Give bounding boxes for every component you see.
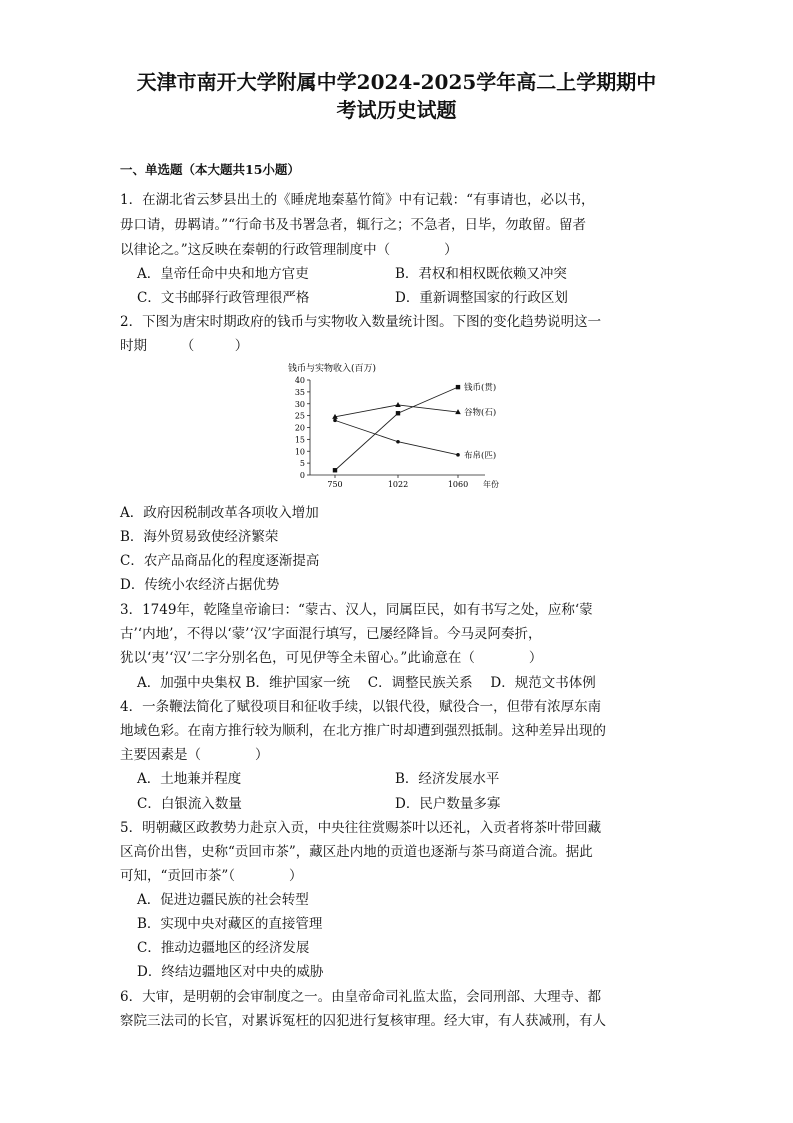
chart-series-lines bbox=[335, 387, 458, 470]
q1-stem-line2: 毋口请，毋羁请。”“行命书及书署急者，辄行之；不急者，日毕，勿敢留。留者 bbox=[120, 217, 587, 233]
q3-options: A．加强中央集权 B．维护国家一统 C．调整民族关系 D．规范文书体例 bbox=[137, 675, 596, 691]
q2-option-a: A．政府因税制改革各项收入增加 bbox=[120, 505, 319, 521]
chart-y-tick-label: 20 bbox=[294, 423, 305, 433]
chart-point-square bbox=[333, 468, 337, 472]
chart-point-triangle bbox=[395, 402, 401, 407]
q5-option-d: D．终结边疆地区对中央的威胁 bbox=[137, 964, 324, 980]
q5-stem-line3: 可知，“贡回市茶”（ ） bbox=[120, 868, 303, 884]
q4-stem-line2: 地域色彩。在南方推行较为顺利，在北方推广时却遭到强烈抵制。这种差异出现的 bbox=[120, 723, 606, 739]
exam-title-line1: 天津市南开大学附属中学2024-2025学年高二上学期期中 bbox=[136, 70, 657, 94]
chart-series-label-1: 谷物(石) bbox=[464, 408, 497, 419]
q6-stem-line1: 6．大审，是明朝的会审制度之一。由皇帝命司礼监太监，会同刑部、大理寺、都 bbox=[120, 989, 602, 1005]
exam-title-line2: 考试历史试题 bbox=[336, 98, 457, 122]
q3-stem-line1: 3．1749年，乾隆皇帝谕曰：“蒙古、汉人，同属臣民，如有书写之处，应称‘蒙 bbox=[120, 602, 593, 618]
q1-option-a: A．皇帝任命中央和地方官吏 bbox=[137, 266, 309, 282]
q5-option-a: A．促进边疆民族的社会转型 bbox=[137, 892, 309, 908]
chart-title: 钱币与实物收入(百万) bbox=[288, 364, 377, 374]
q1-option-d: D．重新调整国家的行政区划 bbox=[395, 290, 568, 306]
chart-y-tick-label: 25 bbox=[294, 411, 305, 421]
q5-stem-line2: 区高价出售，史称“贡回市茶”，藏区赴内地的贡道也逐渐与茶马商道合流。据此 bbox=[120, 844, 593, 860]
chart-series-label-0: 钱币(贯) bbox=[464, 383, 497, 394]
chart-x-axis-label: 年份 bbox=[483, 480, 499, 489]
section-heading: 一、单选题（本大题共15小题） bbox=[120, 162, 300, 177]
chart-point-square bbox=[456, 385, 460, 389]
q4-option-b: B．经济发展水平 bbox=[395, 771, 500, 787]
q3-stem-line2: 古’‘内地’，不得以‘蒙’‘汉’字面混行填写，已屡经降旨。今马灵阿奏折， bbox=[120, 626, 542, 642]
chart-point-circle bbox=[456, 453, 460, 457]
revenue-line-chart bbox=[280, 360, 520, 495]
q1-stem-line3: 以律论之。”这反映在秦朝的行政管理制度中（ ） bbox=[120, 242, 458, 258]
chart-x-tick-label: 750 bbox=[327, 480, 343, 489]
chart-y-tick-label: 0 bbox=[299, 471, 305, 480]
q4-option-a: A．土地兼并程度 bbox=[137, 771, 242, 787]
q5-option-c: C．推动边疆地区的经济发展 bbox=[137, 940, 310, 956]
chart-series-line-2 bbox=[335, 420, 458, 454]
chart-y-tick-label: 40 bbox=[294, 376, 305, 385]
q2-option-c: C．农产品商品化的程度逐渐提高 bbox=[120, 553, 320, 569]
chart-series-labels bbox=[464, 382, 496, 461]
q4-option-d: D．民户数量多寡 bbox=[395, 796, 501, 812]
q1-option-b: B．君权和相权既依赖又冲突 bbox=[395, 266, 567, 282]
chart-series-line-0 bbox=[335, 387, 458, 470]
q5-option-b: B．实现中央对藏区的直接管理 bbox=[137, 916, 323, 932]
q2-option-b: B．海外贸易致使经济繁荣 bbox=[120, 529, 279, 545]
q4-option-c: C．白银流入数量 bbox=[137, 796, 242, 812]
chart-series-markers bbox=[332, 385, 461, 473]
chart-x-tick-label: 1060 bbox=[447, 480, 469, 489]
chart-point-circle bbox=[333, 419, 337, 423]
chart-point-circle bbox=[396, 440, 400, 444]
chart-series-label-2: 布帛(匹) bbox=[464, 450, 497, 461]
q6-stem-line2: 察院三法司的长官，对累诉冤枉的囚犯进行复核审理。经大审，有人获减刑，有人 bbox=[120, 1013, 606, 1029]
q2-stem-line2: 时期 （ ） bbox=[120, 338, 249, 354]
q4-stem-line1: 4．一条鞭法简化了赋役项目和征收手续，以银代役，赋役合一，但带有浓厚东南 bbox=[120, 699, 602, 715]
q1-option-c: C．文书邮驿行政管理很严格 bbox=[137, 290, 310, 306]
chart-point-square bbox=[396, 411, 400, 415]
q2-stem-line1: 2．下图为唐宋时期政府的钱币与实物收入数量统计图。下图的变化趋势说明这一 bbox=[120, 314, 602, 330]
chart-y-tick-label: 10 bbox=[294, 447, 305, 457]
q3-stem-line3: 犹以‘夷’‘汉’二字分别名色，可见伊等全未留心。”此谕意在（ ） bbox=[120, 650, 543, 666]
chart-y-tick-label: 15 bbox=[294, 435, 305, 445]
chart-y-tick-label: 5 bbox=[299, 459, 305, 469]
q5-stem-line1: 5．明朝藏区政教势力赴京入贡，中央往往赏赐茶叶以还礼，入贡者将茶叶带回藏 bbox=[120, 820, 602, 836]
chart-x-tick-label: 1022 bbox=[387, 480, 409, 489]
q4-stem-line3: 主要因素是（ ） bbox=[120, 747, 269, 763]
chart-y-tick-label: 30 bbox=[294, 399, 305, 409]
chart-y-tick-label: 35 bbox=[294, 387, 305, 397]
q2-option-d: D．传统小农经济占据优势 bbox=[120, 577, 280, 593]
q1-stem-line1: 1．在湖北省云梦县出土的《睡虎地秦墓竹简》中有记载：“有事请也，必以书， bbox=[120, 192, 595, 208]
